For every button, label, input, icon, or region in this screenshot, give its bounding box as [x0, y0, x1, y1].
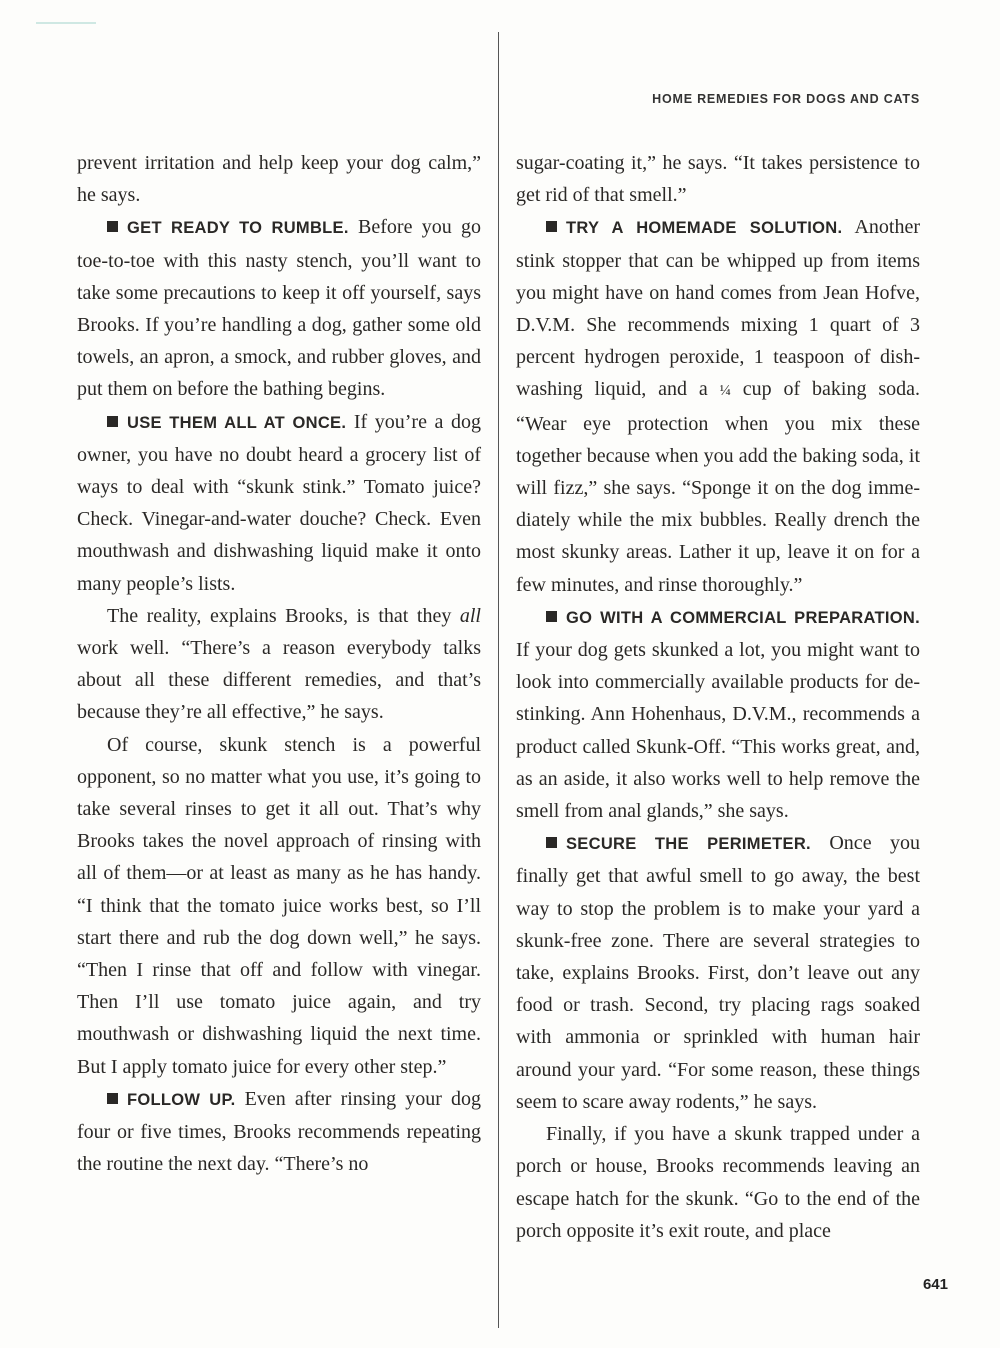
- paragraph-text: The reality, explains Brooks, is that they: [107, 604, 460, 627]
- paragraph-text: If your dog gets skunked a lot, you might want to look into commercially available products for de-stinking. Ann Hohenhaus, D.V.M., recommends a product called Skunk-Off. “This works great, and, as an aside, it also works well to help remove the smell from anal glands,” she says.: [516, 639, 920, 823]
- paragraph: [516, 827, 920, 1118]
- bullet-square-icon: [107, 221, 118, 232]
- section-lead: SECURE THE PERIMETER.: [566, 835, 811, 854]
- paragraph-text: Even after rinsing your dog four or five times, Brooks recommends repeating the routine the next day. “There’s no: [77, 1087, 481, 1176]
- paragraph-text: work well. “There’s a reason everybody talks about all these different remedies, and that’s because they’re all effective,” he says.: [77, 637, 481, 724]
- decorative-mark: [36, 22, 96, 24]
- paragraph: [77, 1083, 481, 1181]
- bullet-square-icon: [107, 416, 118, 427]
- paragraph: [516, 211, 920, 600]
- right-column: [516, 147, 920, 1247]
- running-head: HOME REMEDIES FOR DOGS AND CATS: [652, 92, 920, 106]
- paragraph: [77, 600, 481, 729]
- paragraph: sugar-coating it,” he says. “It takes persistence to get rid of that smell.”: [516, 152, 920, 207]
- section-lead: TRY A HOMEMADE SOLUTION.: [566, 219, 843, 238]
- paragraph: prevent irritation and help keep your dog calm,” he says.: [77, 152, 481, 207]
- paragraph: [77, 211, 481, 405]
- section-lead: GET READY TO RUMBLE.: [127, 219, 349, 238]
- column-divider: [498, 32, 499, 1328]
- paragraph: Of course, skunk stench is a powerful opponent, so no matter what you use, it’s going to take several rinses to get it all out. That’s why Brooks takes the novel approach of rinsing with all of them—or at least as many as he has handy. “I think that the tomato juice works best, so I’ll start there and rub the dog down well,” he says. “Then I rinse that off and follow with vinegar. Then I’ll use tomato juice again, and try mouthwash or dishwashing liquid the next time. But I apply tomato juice for every other step.”: [77, 733, 481, 1078]
- bullet-square-icon: [546, 837, 557, 848]
- left-column: [77, 147, 481, 1181]
- paragraph-text: Once you finally get that awful smell to go away, the best way to stop the problem is to make your yard a skunk-free zone. There are several strategies to take, explains Brooks. First, don’t leave out any food or trash. Second, try placing rags soaked with ammonia or sprinkled with human hair around your yard. “For some reason, these things seem to scare away rodents,” he says.: [516, 832, 920, 1113]
- paragraph-text: Before you go toe-to-toe with this nasty stench, you’ll want to take some precautions to keep it off yourself, says Brooks. If you’re handling a dog, gather some old towels, an apron, a smock, and rubber gloves, and put them on before the bathing begins.: [77, 216, 482, 401]
- paragraph: [77, 406, 481, 600]
- section-lead: FOLLOW UP.: [127, 1090, 236, 1109]
- section-lead: USE THEM ALL AT ONCE.: [127, 413, 347, 432]
- emphasis-text: all: [459, 604, 481, 627]
- paragraph-text: cup of baking soda. “Wear eye protection when you mix these together because when you add the baking soda, it will fizz,” she says. “Sponge it on the dog immediately while the mix bubbles. Really drench the most skunky areas. Lather it up, leave it on for a few minutes, and rinse thoroughly.”: [516, 378, 920, 596]
- bullet-square-icon: [546, 221, 557, 232]
- paragraph: Finally, if you have a skunk trapped under a porch or house, Brooks recommends leaving an escape hatch for the skunk. “Go to the end of the porch opposite it’s exit route, and place: [516, 1123, 920, 1242]
- page-number: 641: [922, 1276, 948, 1293]
- fraction: ¼: [719, 383, 731, 400]
- paragraph-text: Another stink stopper that can be whipped up from items you might have on hand comes from Jean Hofve, D.V.M. She recommends mixing 1 quart of 3 percent hydrogen peroxide, 1 teaspoon of dishwashing liquid, and a: [516, 216, 920, 401]
- bullet-square-icon: [107, 1093, 118, 1104]
- bullet-square-icon: [546, 611, 557, 622]
- section-lead: GO WITH A COMMERCIAL PREPARATION.: [566, 608, 920, 627]
- paragraph-text: If you’re a dog owner, you have no doubt heard a grocery list of ways to deal with “skunk stink.” Tomato juice? Check. Vinegar-and-water douche? Check. Even mouthwash and dishwashing liquid make it onto many people’s lists.: [77, 410, 481, 595]
- paragraph: [516, 601, 920, 827]
